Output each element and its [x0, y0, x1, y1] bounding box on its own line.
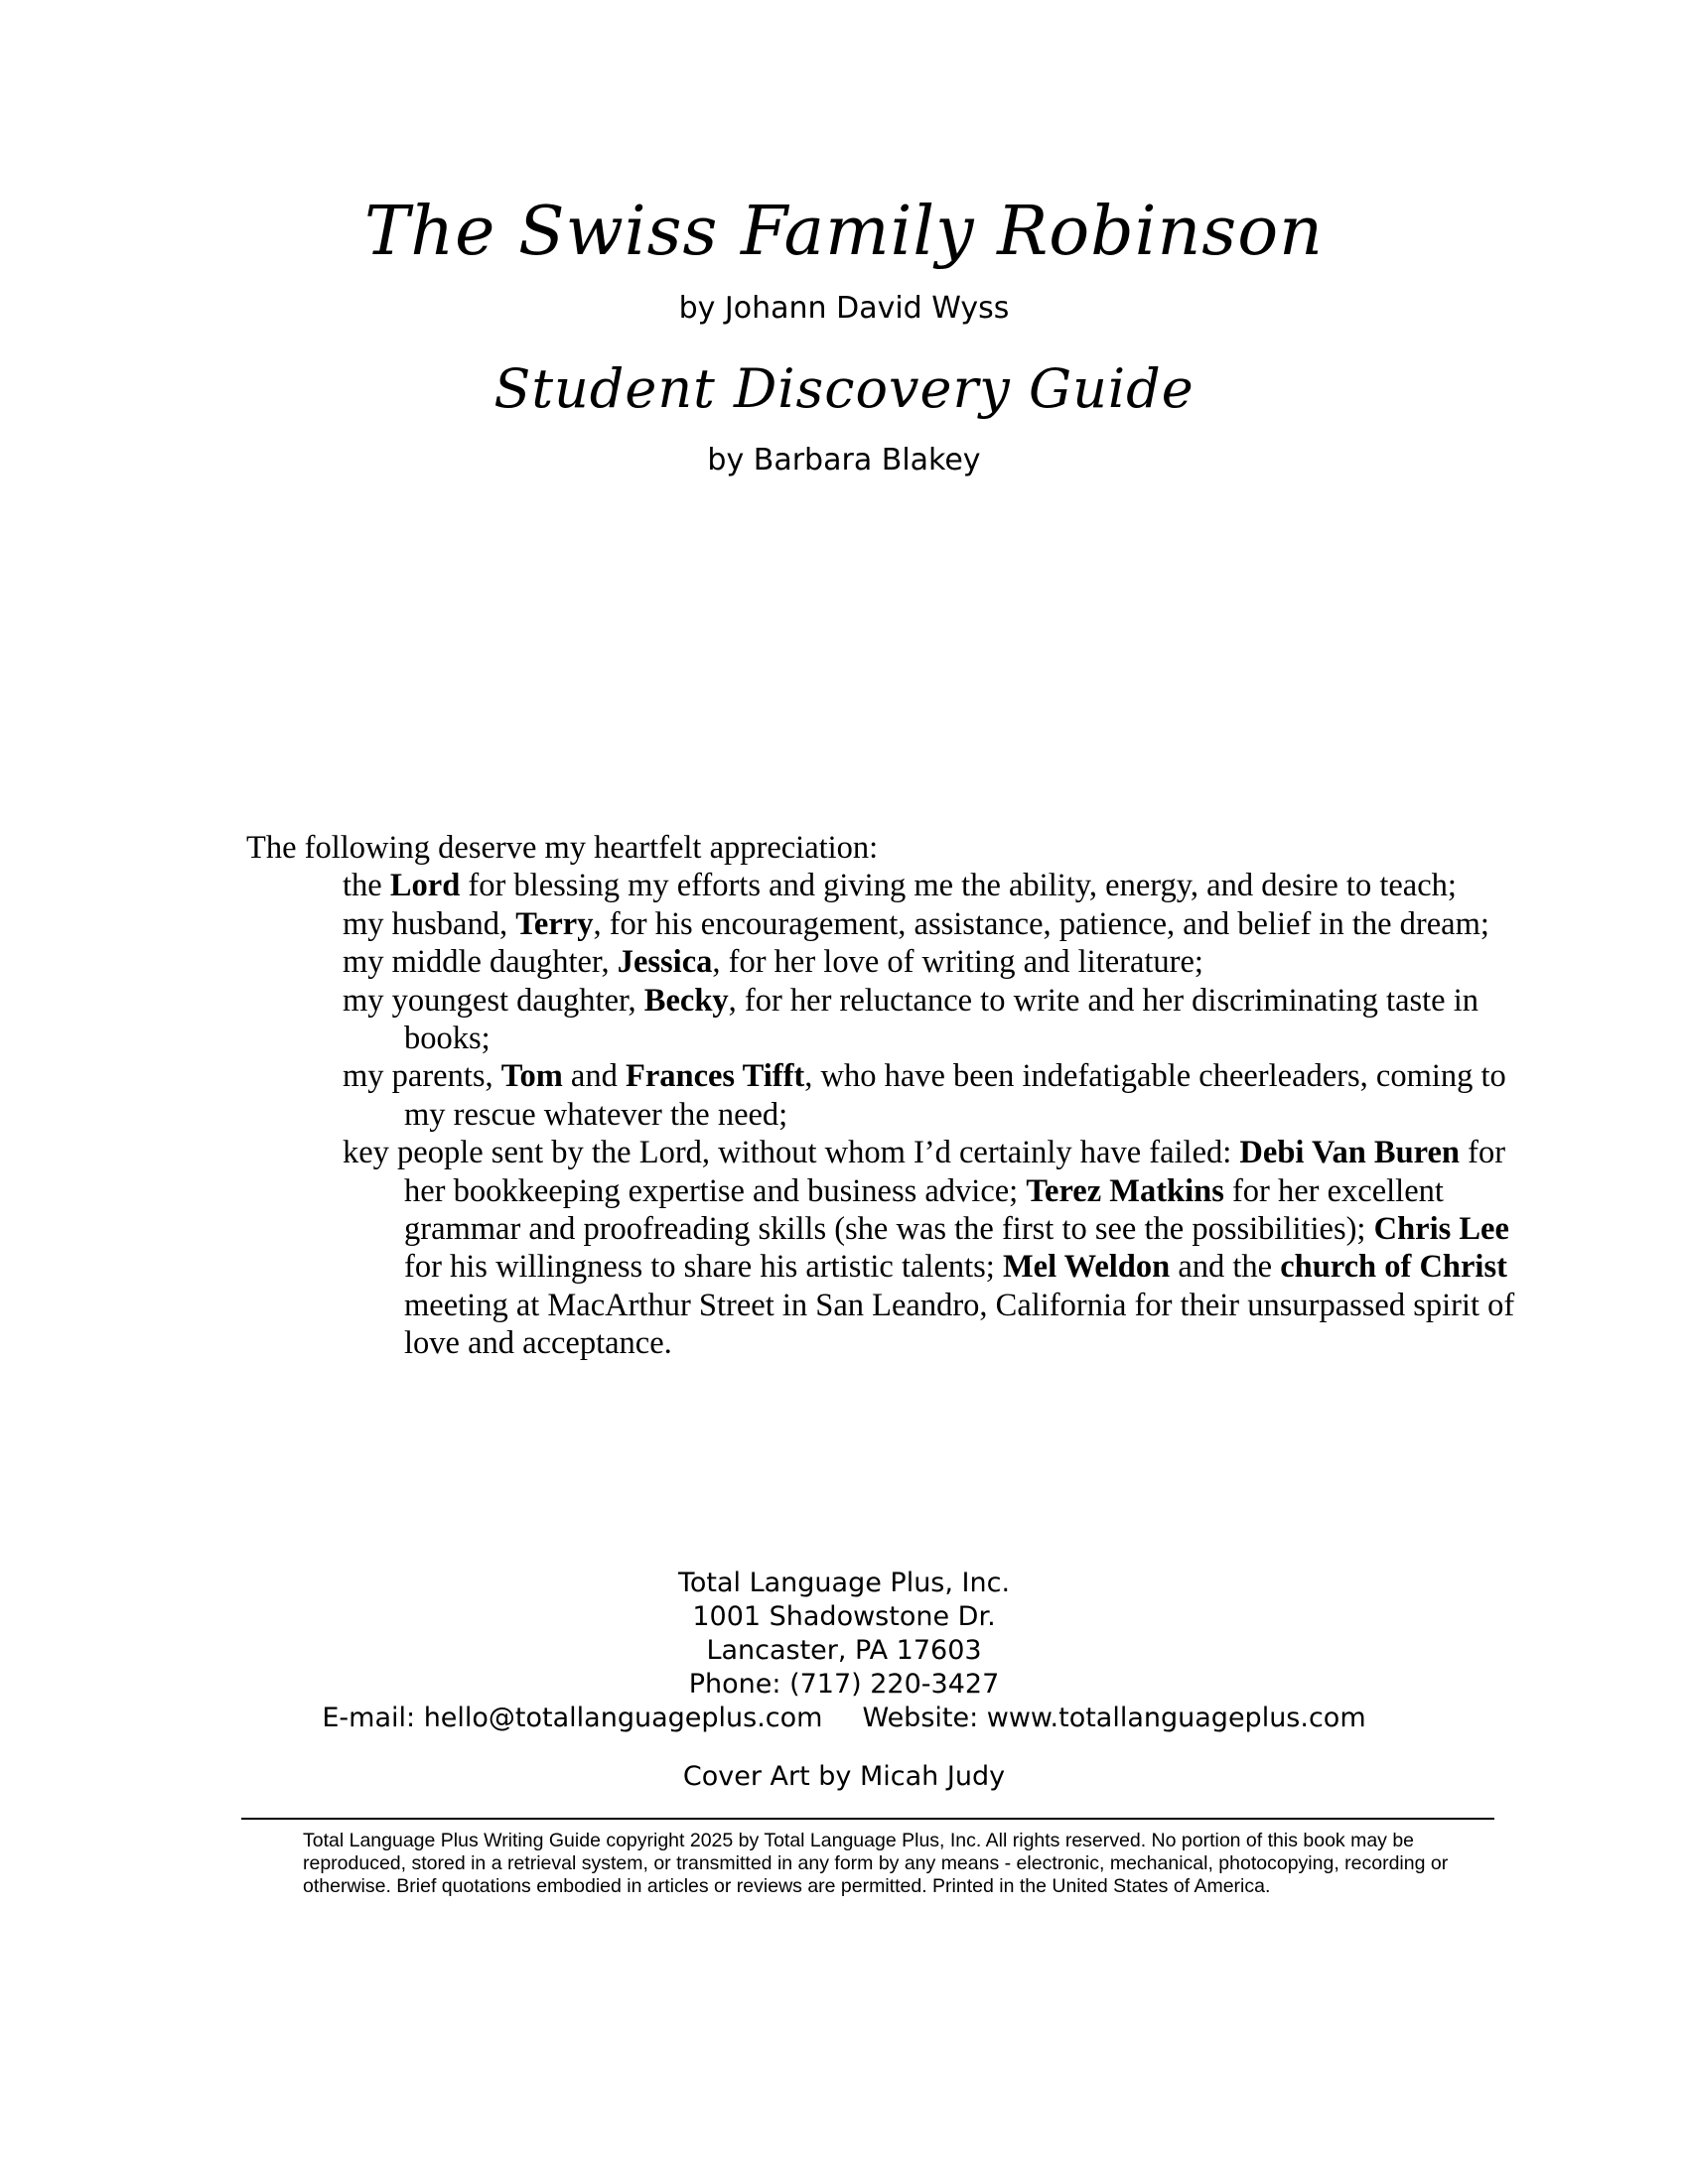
book-author: by Johann David Wyss: [678, 291, 1010, 326]
acknowledgment-text: , for his encouragement, assistance, patience, and belief in the dream;: [593, 905, 1489, 942]
acknowledged-name: Becky: [643, 982, 729, 1019]
acknowledgment-text: my youngest daughter,: [343, 982, 644, 1019]
book-title: The Swiss Family Robinson: [364, 193, 1324, 271]
guide-author: by Barbara Blakey: [707, 443, 981, 478]
cover-art-credit: Cover Art by Micah Judy: [682, 1761, 1006, 1792]
acknowledged-name: Lord: [389, 868, 461, 904]
acknowledgment-item: [246, 982, 1517, 1058]
acknowledgment-item: [246, 1057, 1517, 1134]
acknowledgment-text: and the: [1170, 1249, 1281, 1286]
acknowledgment-text: , who have been indefatigable cheerleaders, coming to my rescue whatever the need;: [404, 1058, 1506, 1133]
acknowledged-name: Chris Lee: [1373, 1211, 1509, 1248]
acknowledgment-item: [246, 943, 1517, 981]
acknowledged-name: Debi Van Buren: [1239, 1135, 1460, 1171]
acknowledgment-item: [246, 1134, 1517, 1362]
publisher-name: Total Language Plus, Inc.: [677, 1568, 1011, 1598]
acknowledged-name: Terry: [515, 905, 594, 942]
acknowledgments-intro: The following deserve my heartfelt appreciation:: [246, 830, 879, 866]
acknowledgments: [246, 829, 1517, 1363]
acknowledgment-text: for her bookkeeping expertise and business advice;: [404, 1135, 1506, 1209]
acknowledgment-text: for her excellent grammar and proofreading skills (she was the first to see the possibilities);: [404, 1172, 1444, 1248]
acknowledgment-text: key people sent by the Lord, without whom I’d certainly have failed:: [343, 1135, 1240, 1171]
acknowledgment-text: , for her love of writing and literature;: [712, 944, 1203, 981]
acknowledgment-text: meeting at MacArthur Street in San Leandro, California for their unsurpassed spirit of love and acceptance.: [404, 1287, 1515, 1362]
acknowledgment-item: [246, 905, 1517, 943]
acknowledgment-text: , for her reluctance to write and her discriminating taste in books;: [404, 982, 1478, 1057]
publisher-contact: [0, 1702, 1688, 1735]
acknowledgment-text: the: [343, 868, 390, 904]
publisher-city: Lancaster, PA 17603: [706, 1635, 982, 1666]
acknowledged-name: Mel Weldon: [1002, 1249, 1171, 1286]
publisher-email: E-mail: hello@totallanguageplus.com: [322, 1703, 823, 1733]
acknowledgment-text: for his willingness to share his artistic talents;: [404, 1249, 1003, 1286]
acknowledged-name: Terez Matkins: [1026, 1172, 1224, 1209]
divider: [241, 1818, 1494, 1820]
acknowledged-name: Frances Tifft: [625, 1058, 805, 1095]
acknowledged-name: church of Christ: [1280, 1249, 1507, 1286]
acknowledgments-list: [246, 867, 1517, 1362]
publisher-phone: Phone: (717) 220-3427: [688, 1669, 1000, 1700]
acknowledgment-text: for blessing my efforts and giving me the ability, energy, and desire to teach;: [460, 868, 1457, 904]
acknowledgment-text: my husband,: [343, 905, 516, 942]
acknowledged-name: Jessica: [617, 944, 713, 981]
acknowledgment-text: my parents,: [343, 1058, 501, 1095]
copyright-notice: Total Language Plus Writing Guide copyright 2025 by Total Language Plus, Inc. All rights reserved. No portion of this book may be reproduced, stored in a retrieval system, or transmitted in any form by any means - electronic, mechanical, photocopying, recording or otherwise. Brief quotations embodied in articles or reviews are permitted. Printed in the United States of America.: [303, 1830, 1449, 1898]
publisher-info: [0, 1567, 1688, 1735]
acknowledgment-text: my middle daughter,: [343, 944, 618, 981]
guide-title: Student Discovery Guide: [493, 357, 1195, 420]
publisher-street: 1001 Shadowstone Dr.: [692, 1601, 996, 1632]
acknowledgment-item: [246, 867, 1517, 904]
acknowledgment-text: and: [562, 1058, 626, 1095]
publisher-website: Website: www.totallanguageplus.com: [862, 1703, 1366, 1733]
acknowledged-name: Tom: [500, 1058, 563, 1095]
